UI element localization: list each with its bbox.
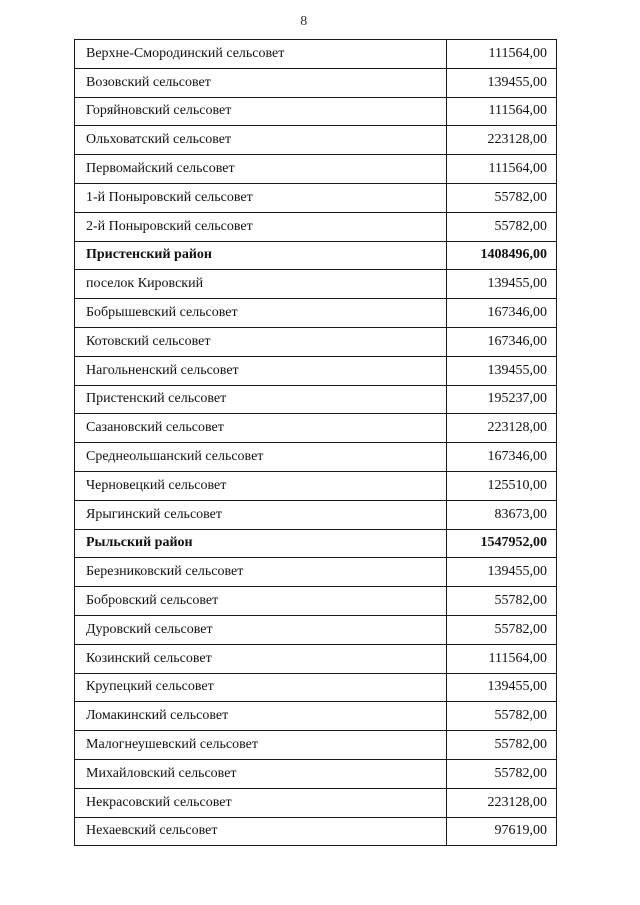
district-total-row xyxy=(75,529,557,558)
allocation-amount: 55782,00 xyxy=(447,212,557,241)
table-row xyxy=(75,155,557,184)
table-body xyxy=(75,40,557,846)
allocation-amount: 139455,00 xyxy=(447,673,557,702)
table-row xyxy=(75,759,557,788)
allocation-amount: 55782,00 xyxy=(447,759,557,788)
settlement-name: Бобрышевский сельсовет xyxy=(75,299,447,328)
settlement-name: Ломакинский сельсовет xyxy=(75,702,447,731)
table-row xyxy=(75,817,557,846)
table-row xyxy=(75,126,557,155)
settlement-name: Черновецкий сельсовет xyxy=(75,471,447,500)
settlement-name: Бобровский сельсовет xyxy=(75,587,447,616)
allocation-amount: 55782,00 xyxy=(447,731,557,760)
table-row xyxy=(75,68,557,97)
allocation-amount: 139455,00 xyxy=(447,270,557,299)
allocation-amount: 195237,00 xyxy=(447,385,557,414)
allocation-amount: 97619,00 xyxy=(447,817,557,846)
district-name: Пристенский район xyxy=(75,241,447,270)
settlement-name: Малогнеушевский сельсовет xyxy=(75,731,447,760)
settlement-name: Нехаевский сельсовет xyxy=(75,817,447,846)
table-row xyxy=(75,443,557,472)
settlement-name: Верхне-Смородинский сельсовет xyxy=(75,40,447,69)
allocation-amount: 167346,00 xyxy=(447,443,557,472)
district-total-amount: 1408496,00 xyxy=(447,241,557,270)
allocation-amount: 167346,00 xyxy=(447,327,557,356)
allocation-amount: 125510,00 xyxy=(447,471,557,500)
settlement-name: Ольховатский сельсовет xyxy=(75,126,447,155)
table-row xyxy=(75,385,557,414)
district-name: Рыльский район xyxy=(75,529,447,558)
settlement-name: Нагольненский сельсовет xyxy=(75,356,447,385)
table-row xyxy=(75,40,557,69)
table-row xyxy=(75,212,557,241)
table-row xyxy=(75,644,557,673)
settlement-name: Возовский сельсовет xyxy=(75,68,447,97)
table-row xyxy=(75,673,557,702)
table-row xyxy=(75,587,557,616)
allocation-amount: 55782,00 xyxy=(447,615,557,644)
settlement-name: Михайловский сельсовет xyxy=(75,759,447,788)
table-row xyxy=(75,299,557,328)
table-row xyxy=(75,702,557,731)
table-row xyxy=(75,327,557,356)
allocation-amount: 223128,00 xyxy=(447,414,557,443)
settlement-name: Среднеольшанский сельсовет xyxy=(75,443,447,472)
table-row xyxy=(75,558,557,587)
table-row xyxy=(75,356,557,385)
settlement-name: Крупецкий сельсовет xyxy=(75,673,447,702)
settlement-name: поселок Кировский xyxy=(75,270,447,299)
settlement-name: Пристенский сельсовет xyxy=(75,385,447,414)
allocation-amount: 55782,00 xyxy=(447,183,557,212)
table-row xyxy=(75,97,557,126)
settlement-name: Ярыгинский сельсовет xyxy=(75,500,447,529)
settlement-name: Первомайский сельсовет xyxy=(75,155,447,184)
settlement-name: 1-й Поныровский сельсовет xyxy=(75,183,447,212)
allocation-amount: 139455,00 xyxy=(447,558,557,587)
table-row xyxy=(75,270,557,299)
allocation-amount: 167346,00 xyxy=(447,299,557,328)
allocation-amount: 111564,00 xyxy=(447,644,557,673)
allocation-amount: 223128,00 xyxy=(447,788,557,817)
allocation-amount: 139455,00 xyxy=(447,356,557,385)
settlement-name: Некрасовский сельсовет xyxy=(75,788,447,817)
table-row xyxy=(75,471,557,500)
allocation-amount: 83673,00 xyxy=(447,500,557,529)
page-number: 8 xyxy=(300,14,308,29)
settlement-name: Козинский сельсовет xyxy=(75,644,447,673)
settlement-name: Горяйновский сельсовет xyxy=(75,97,447,126)
allocation-amount: 111564,00 xyxy=(447,97,557,126)
table-row xyxy=(75,183,557,212)
table-row xyxy=(75,731,557,760)
table-row xyxy=(75,615,557,644)
allocation-amount: 55782,00 xyxy=(447,702,557,731)
settlement-name: Сазановский сельсовет xyxy=(75,414,447,443)
allocation-amount: 223128,00 xyxy=(447,126,557,155)
district-total-amount: 1547952,00 xyxy=(447,529,557,558)
settlement-name: 2-й Поныровский сельсовет xyxy=(75,212,447,241)
district-total-row xyxy=(75,241,557,270)
table-row xyxy=(75,414,557,443)
allocation-amount: 111564,00 xyxy=(447,155,557,184)
allocation-amount: 111564,00 xyxy=(447,40,557,69)
settlement-name: Котовский сельсовет xyxy=(75,327,447,356)
allocation-amount: 139455,00 xyxy=(447,68,557,97)
table-row xyxy=(75,500,557,529)
settlement-name: Дуровский сельсовет xyxy=(75,615,447,644)
allocation-table xyxy=(74,39,557,846)
allocation-amount: 55782,00 xyxy=(447,587,557,616)
table-row xyxy=(75,788,557,817)
settlement-name: Березниковский сельсовет xyxy=(75,558,447,587)
